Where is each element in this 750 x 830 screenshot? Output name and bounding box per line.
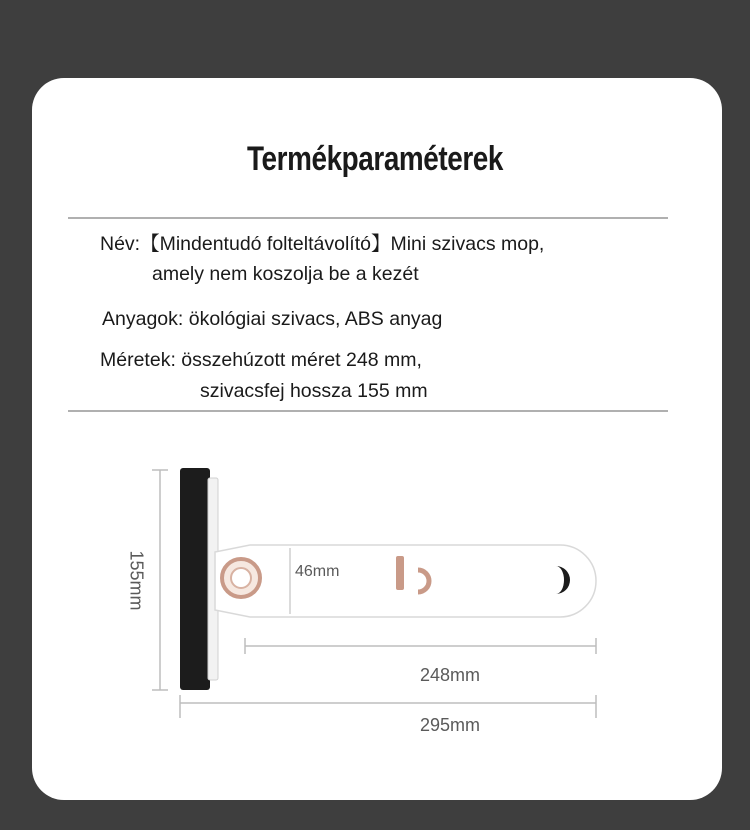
rose-gold-knob (222, 559, 260, 597)
spec-materials: Anyagok: ökológiai szivacs, ABS anyag (102, 308, 443, 330)
handle-body (215, 545, 596, 617)
sponge-head (180, 468, 218, 690)
spec-dimensions-line1: Méretek: összehúzott méret 248 mm, (100, 349, 422, 371)
spec-dimensions-line2: szivacsfej hossza 155 mm (200, 380, 428, 402)
handle-diameter-label: 46mm (295, 563, 340, 580)
spec-name-line1: Név:【Mindentudó folteltávolító】Mini szivacs mop, (100, 233, 545, 255)
head-length-label: 155mm (126, 550, 147, 611)
handle-length-label: 248mm (420, 665, 481, 685)
total-length-label: 295mm (420, 715, 481, 735)
spec-name-line2: amely nem koszolja be a kezét (152, 263, 419, 285)
page-title: Termékparaméterek (247, 140, 503, 178)
